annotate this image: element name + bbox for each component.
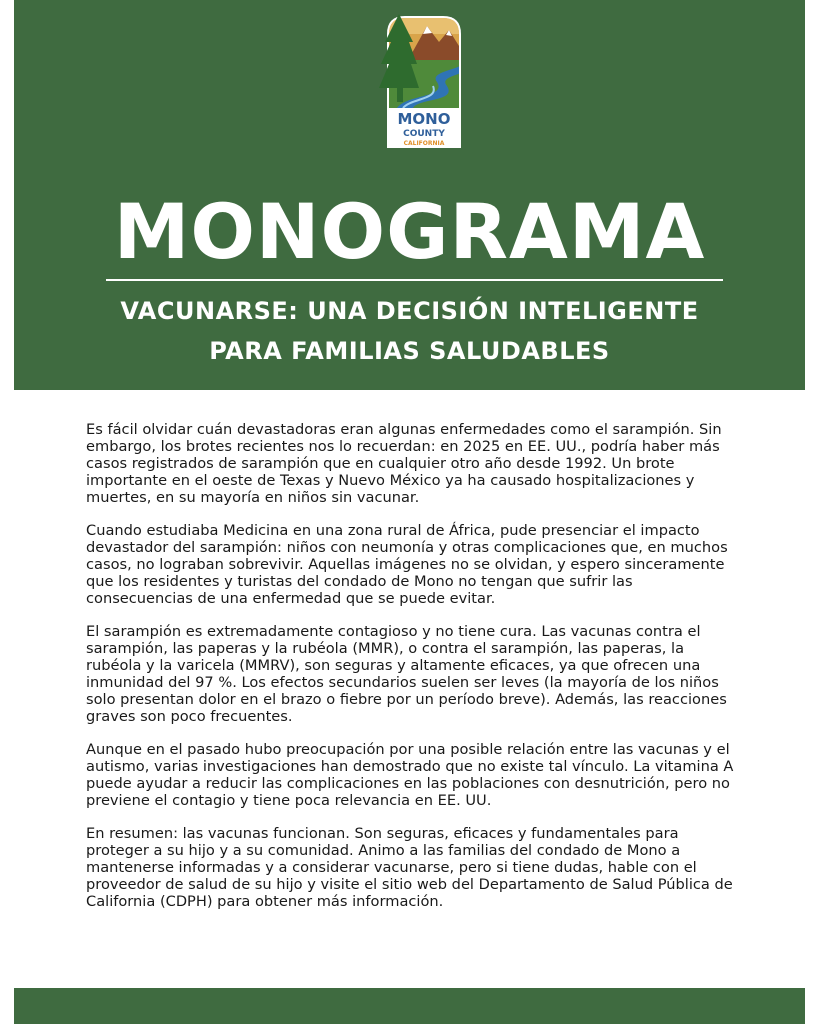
logo-text-mono: MONO (397, 110, 451, 128)
paragraph-1: Es fácil olvidar cuán devastadoras eran algunas enfermedades como el sarampión. Sin embargo, los brotes recientes nos lo recuerdan: en 2025 en EE. UU., podría haber más casos registrados de sarampión que en cualquier otro año desde 1992. Un brote importante en el oeste de Texas y Nuevo México ya ha causado hospitalizaciones y muertes, en su mayoría en niños sin vacunar. (86, 421, 722, 506)
subtitle-line-1: VACUNARSE: UNA DECISIÓN INTELIGENTE (120, 297, 699, 325)
paragraph-5: En resumen: las vacunas funcionan. Son seguras, eficaces y fundamentales para proteger a su hijo y a su comunidad. Animo a las familias del condado de Mono a mantenerse informadas y a considerar vacunarse, pero si tiene dudas, hable con el proveedor de salud de su hijo y visite el sitio web del Departamento de Salud Pública de California (CDPH) para obtener más información. (86, 825, 733, 910)
article-body (86, 421, 734, 926)
page-title: MONOGRAMA (113, 187, 706, 276)
logo-text-county: COUNTY (403, 129, 445, 139)
title-divider (106, 279, 723, 281)
logo-text-california: CALIFORNIA (403, 140, 445, 147)
mono-county-logo (377, 12, 469, 150)
subtitle-line-2: PARA FAMILIAS SALUDABLES (209, 337, 610, 365)
footer-banner (14, 988, 805, 1024)
paragraph-2: Cuando estudiaba Medicina en una zona rural de África, pude presenciar el impacto devastador del sarampión: niños con neumonía y otras complicaciones que, en muchos casos, no lograban sobrevivir. Aquellas imágenes no se olvidan, y espero sinceramente que los residentes y turistas del condado de Mono no tengan que sufrir las consecuencias de una enfermedad que se puede evitar. (86, 522, 728, 607)
header-banner (14, 0, 805, 390)
paragraph-4: Aunque en el pasado hubo preocupación por una posible relación entre las vacunas y el autismo, varias investigaciones han demostrado que no existe tal vínculo. La vitamina A puede ayudar a reducir las complicaciones en las poblaciones con desnutrición, pero no previene el contagio y tiene poca relevancia en EE. UU. (86, 741, 734, 809)
paragraph-3: El sarampión es extremadamente contagioso y no tiene cura. Las vacunas contra el sarampión, las paperas y la rubéola (MMR), o contra el sarampión, las paperas, la rubéola y la varicela (MMRV), son seguras y altamente eficaces, ya que ofrecen una inmunidad del 97 %. Los efectos secundarios suelen ser leves (la mayoría de los niños solo presentan dolor en el brazo o fiebre por un período breve). Además, las reacciones graves son poco frecuentes. (86, 623, 727, 725)
